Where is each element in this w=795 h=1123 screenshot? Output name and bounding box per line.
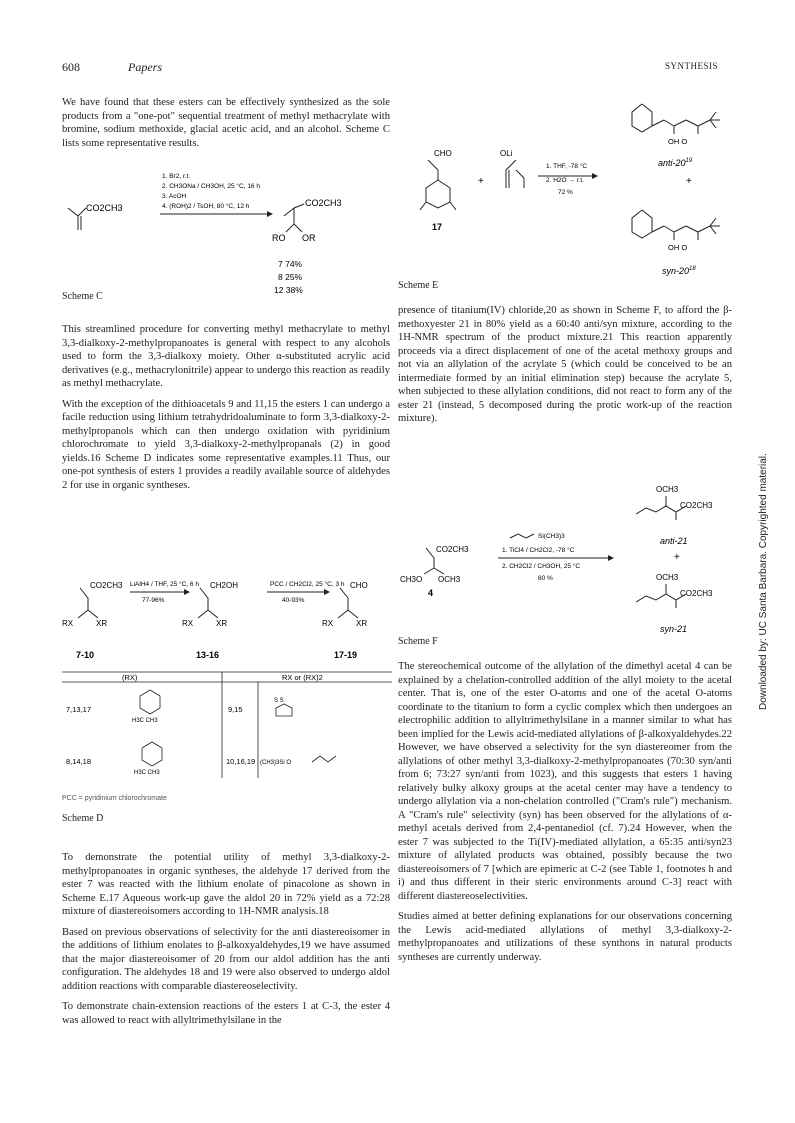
condition-1: 1. Br2, r.t. <box>162 173 191 180</box>
anti-21-label: anti-21 <box>660 536 688 546</box>
syn-product-oh-label: OH O <box>668 243 688 252</box>
scheme-d-caption: Scheme D <box>62 813 104 824</box>
scheme-f-caption: Scheme F <box>398 636 438 647</box>
paragraph: Based on previous observations of selectivity for the anti diastereoisomer in the additions of lithium enolates to β-alkoxyaldehydes,19 we have assumed that the major diastereoisomer of 20 from our aldol addition has the anti configuration. The aldehydes 18 and 19 were also observed to undergo aldol addition reactions with comparable diastereoselectivity. <box>62 926 390 992</box>
condition-2: 2. CH2Cl2 / CH3OH, 25 °C <box>502 563 581 570</box>
section-name: Papers <box>128 60 162 74</box>
yield-label: 72 % <box>558 189 573 196</box>
compound-4-label: 4 <box>428 588 434 598</box>
anti-product-oh-label: OH O <box>668 137 688 146</box>
xr-label: XR <box>356 619 368 628</box>
product-or-label: OR <box>302 233 316 243</box>
start-och3-left: CH3O <box>400 575 423 584</box>
scheme-e-caption: Scheme E <box>398 280 439 291</box>
paragraph: To demonstrate chain-extension reactions of the esters 1 at C-3, the ester 4 was allowed to react with allyltrimethylsilane in the <box>62 1001 390 1026</box>
right-column-bottom <box>398 660 732 971</box>
plus-sign: + <box>478 176 484 187</box>
yield-label: 80 % <box>538 575 553 582</box>
enolate-label: OLi <box>500 149 513 158</box>
alcohol-label: CH2OH <box>210 581 239 590</box>
row1-right-structure: S S <box>274 698 284 704</box>
yield-7: 7 74% <box>278 259 303 269</box>
aldehyde-label: CHO <box>350 581 368 590</box>
condition-2: 2. CH3ONa / CH3OH, 25 °C, 16 h <box>162 183 260 190</box>
paragraph: This streamlined procedure for converting methyl methacrylate to methyl 3,3-dialkoxy-2-methylpropanoates is general with respect to any alcohols used to form the 3,3-dialkoxy moiety. Other α-substituted acrylic acid derivatives (e.g., methacrylonitrile) appear to undergo this reaction as readily as methyl methacrylate. <box>62 324 390 389</box>
scheme-d-diagram <box>62 568 392 778</box>
rx-label: RX <box>62 619 74 628</box>
start-och3-right: OCH3 <box>438 575 461 584</box>
step1-yield: 77-96% <box>142 597 165 604</box>
scheme-e-diagram <box>398 84 743 284</box>
scheme-f-diagram <box>398 452 743 637</box>
row1-left-number: 7,13,17 <box>66 705 92 714</box>
paragraph: We have found that these esters can be effectively synthesized as the sole products from a "one-pot" sequential treatment of methyl methacrylate with bromine, sodium methoxide, glacial acetic acid, and an alcohol. Scheme C lists some representative results. <box>62 97 390 149</box>
product-structure <box>284 204 304 232</box>
syn-20-label: syn-$20^{18}$ <box>662 266 696 276</box>
paragraph: To demonstrate the potential utility of methyl 3,3-dialkoxy-2-methylpropanoates in organic syntheses, the aldehyde 17 derived from the ester 7 was reacted with the lithium enolate of pinacolone as shown in Scheme E.17 Aqueous work-up gave the aldol 20 in 72% yield as a 72:28 mixture of diastereoisomers according to 1H-NMR analysis.18 <box>62 852 390 917</box>
paragraph: Studies aimed at better defining explanations for our observations concerning the Lewis acid-mediated allylations of methyl 3,3-dialkoxy-2-methylpropanoates and utilizations of these synthons in natural products syntheses are currently underway. <box>398 911 732 963</box>
step2-yield: 40-93% <box>282 597 305 604</box>
compound-numbers-ester: 7-10 <box>76 650 95 660</box>
journal-name: SYNTHESIS <box>665 61 719 71</box>
aldehyde-label: CHO <box>434 149 452 158</box>
step2-conditions: PCC / CH2Cl2, 25 °C, 3 h <box>270 581 345 588</box>
start-ester-label: CO2CH3 <box>436 545 469 554</box>
syn-och3-label: OCH3 <box>656 573 679 582</box>
condition-1: 1. THF, -78 °C <box>546 163 588 170</box>
condition-4: 4. (ROH)2 / TsOH, 80 °C, 12 h <box>162 203 250 210</box>
reactant-ester-label: CO2CH3 <box>86 203 123 213</box>
rx-label: RX <box>322 619 334 628</box>
row2-left-structure: H3C CH3 <box>134 770 160 776</box>
syn-21-label: syn-21 <box>660 624 688 634</box>
table-header-right: RX or (RX)2 <box>282 673 323 682</box>
scheme-d-footnote: PCC = pyridinium chlorochromate <box>62 795 167 802</box>
table-header-left: (RX) <box>122 673 138 682</box>
paragraph: With the exception of the dithioacetals 9 and 11,15 the esters 1 can undergo a facile reduction using lithium tetrahydridoaluminate to form 3,3-dialkoxy-2-methylpropanols which can then undergo oxidation with pyridinium chlorochromate to yield 3,3-dialkoxy-2-methylpropanals (2) in good yields.16 Scheme D indicates some representative examples.11 Thus, our one-pot synthesis of esters 1 provides a readily available source of aldehydes 2 for use in organic syntheses. <box>62 398 390 491</box>
product-ester-label: CO2CH3 <box>305 198 342 208</box>
syn-ester-label: CO2CH3 <box>680 589 713 598</box>
left-column-bottom <box>62 851 390 1034</box>
row2-left-number: 8,14,18 <box>66 757 92 766</box>
row2-right-number: 10,16,19 <box>226 757 256 766</box>
row2-right-structure: (CH3)3Si O <box>260 760 292 766</box>
step1-conditions: LiAlH4 / THF, 25 °C, 6 h <box>130 581 199 588</box>
left-column-top <box>62 96 390 157</box>
rx-label: RX <box>182 619 194 628</box>
ester-label: CO2CH3 <box>90 581 123 590</box>
anti-ester-label: CO2CH3 <box>680 501 713 510</box>
row1-right-number: 9,15 <box>228 705 243 714</box>
yield-8: 8 25% <box>278 272 303 282</box>
row1-left-structure: H3C CH3 <box>132 718 158 724</box>
compound-numbers-alcohol: 13-16 <box>196 650 220 660</box>
paragraph: The stereochemical outcome of the allylation of the dimethyl acetal 4 can be explained by a chelation-controlled addition of the allyl moiety to the acetal center. That is, one of the ester O-atoms and one of the acetal O-atoms coordinate to the titanium to form a cyclic complex which then undergoes an electrophilic addition to allyltrimethylsilane in a manner similar to what has been implied for the Lewis acid-mediated allylations of β-alkoxyaldehydes.22 However, we have observed a selectivity for the syn diastereomer from the allylations of other methyl 3,3-dialkoxy-2-methylpropanoates (70:30 syn/anti from 6; 73:27 syn/anti from 1023), and this suggests that esters 1 having relatively bulky alkoxy groups at the acetal center may have a tendency to undergo allylation via a non-chelation controlled ("Cram's rule") mechanism. A "Cram's rule" selectivity (syn) has been observed for the allylations of α-methyl acetals derived from 2,4-pentanediol (cf. 7).24 However, when the ester 7 was subjected to the Ti(IV)-mediated allylation, a 65:35 anti/syn23 mixture of allylated products was obtained, possibly because the two diastereoisomers of 7 [which are epimeric at C-2 (see Table 1, footnotes h and i) and thus different in their steric environments around C-3] react with different diastereoselectivities. <box>398 661 732 902</box>
reactant-structure <box>68 208 86 230</box>
xr-label: XR <box>216 619 228 628</box>
condition-1: 1. TiCl4 / CH2Cl2, -78 °C <box>502 547 575 554</box>
left-column-middle <box>62 323 390 499</box>
yield-12: 12 38% <box>274 285 303 295</box>
plus-sign-products: + <box>686 176 692 187</box>
compound-17-label: 17 <box>432 222 443 232</box>
download-notice: Downloaded by: UC Santa Barbara. Copyrighted material. <box>758 453 769 710</box>
compound-numbers-aldehyde: 17-19 <box>334 650 358 660</box>
scheme-c-caption: Scheme C <box>62 291 103 302</box>
condition-3: 3. AcOH <box>162 193 187 200</box>
product-ro-label: RO <box>272 233 286 243</box>
plus-sign-products: + <box>674 552 680 563</box>
anti-och3-label: OCH3 <box>656 485 679 494</box>
page-number: 608 <box>62 60 80 74</box>
right-column-top <box>398 304 732 433</box>
scheme-c-diagram <box>62 166 392 306</box>
reagent-label: Si(CH3)3 <box>538 533 565 540</box>
xr-label: XR <box>96 619 108 628</box>
anti-20-label: anti-$20^{19}$ <box>658 158 693 168</box>
condition-2: 2. H2O → r.t. <box>546 177 584 184</box>
paragraph: presence of titanium(IV) chloride,20 as shown in Scheme F, to afford the β-methoxyester 21 in 80% yield as a 60:40 anti/syn mixture, according to the 1H-NMR spectrum of the product mixture.21 This reaction apparently proceeds via a direct displacement of one of the acetal methoxy groups and not via an allylation of the acrylate 5 (which could be conceived to be an intermediate formed by an initial elimination step) because the acrylate 5, when subjected to these allylation conditions, did not react to form any of the ester 21 (instead, 5 decomposed during the protic work-up of the reaction mixture). <box>398 305 732 424</box>
